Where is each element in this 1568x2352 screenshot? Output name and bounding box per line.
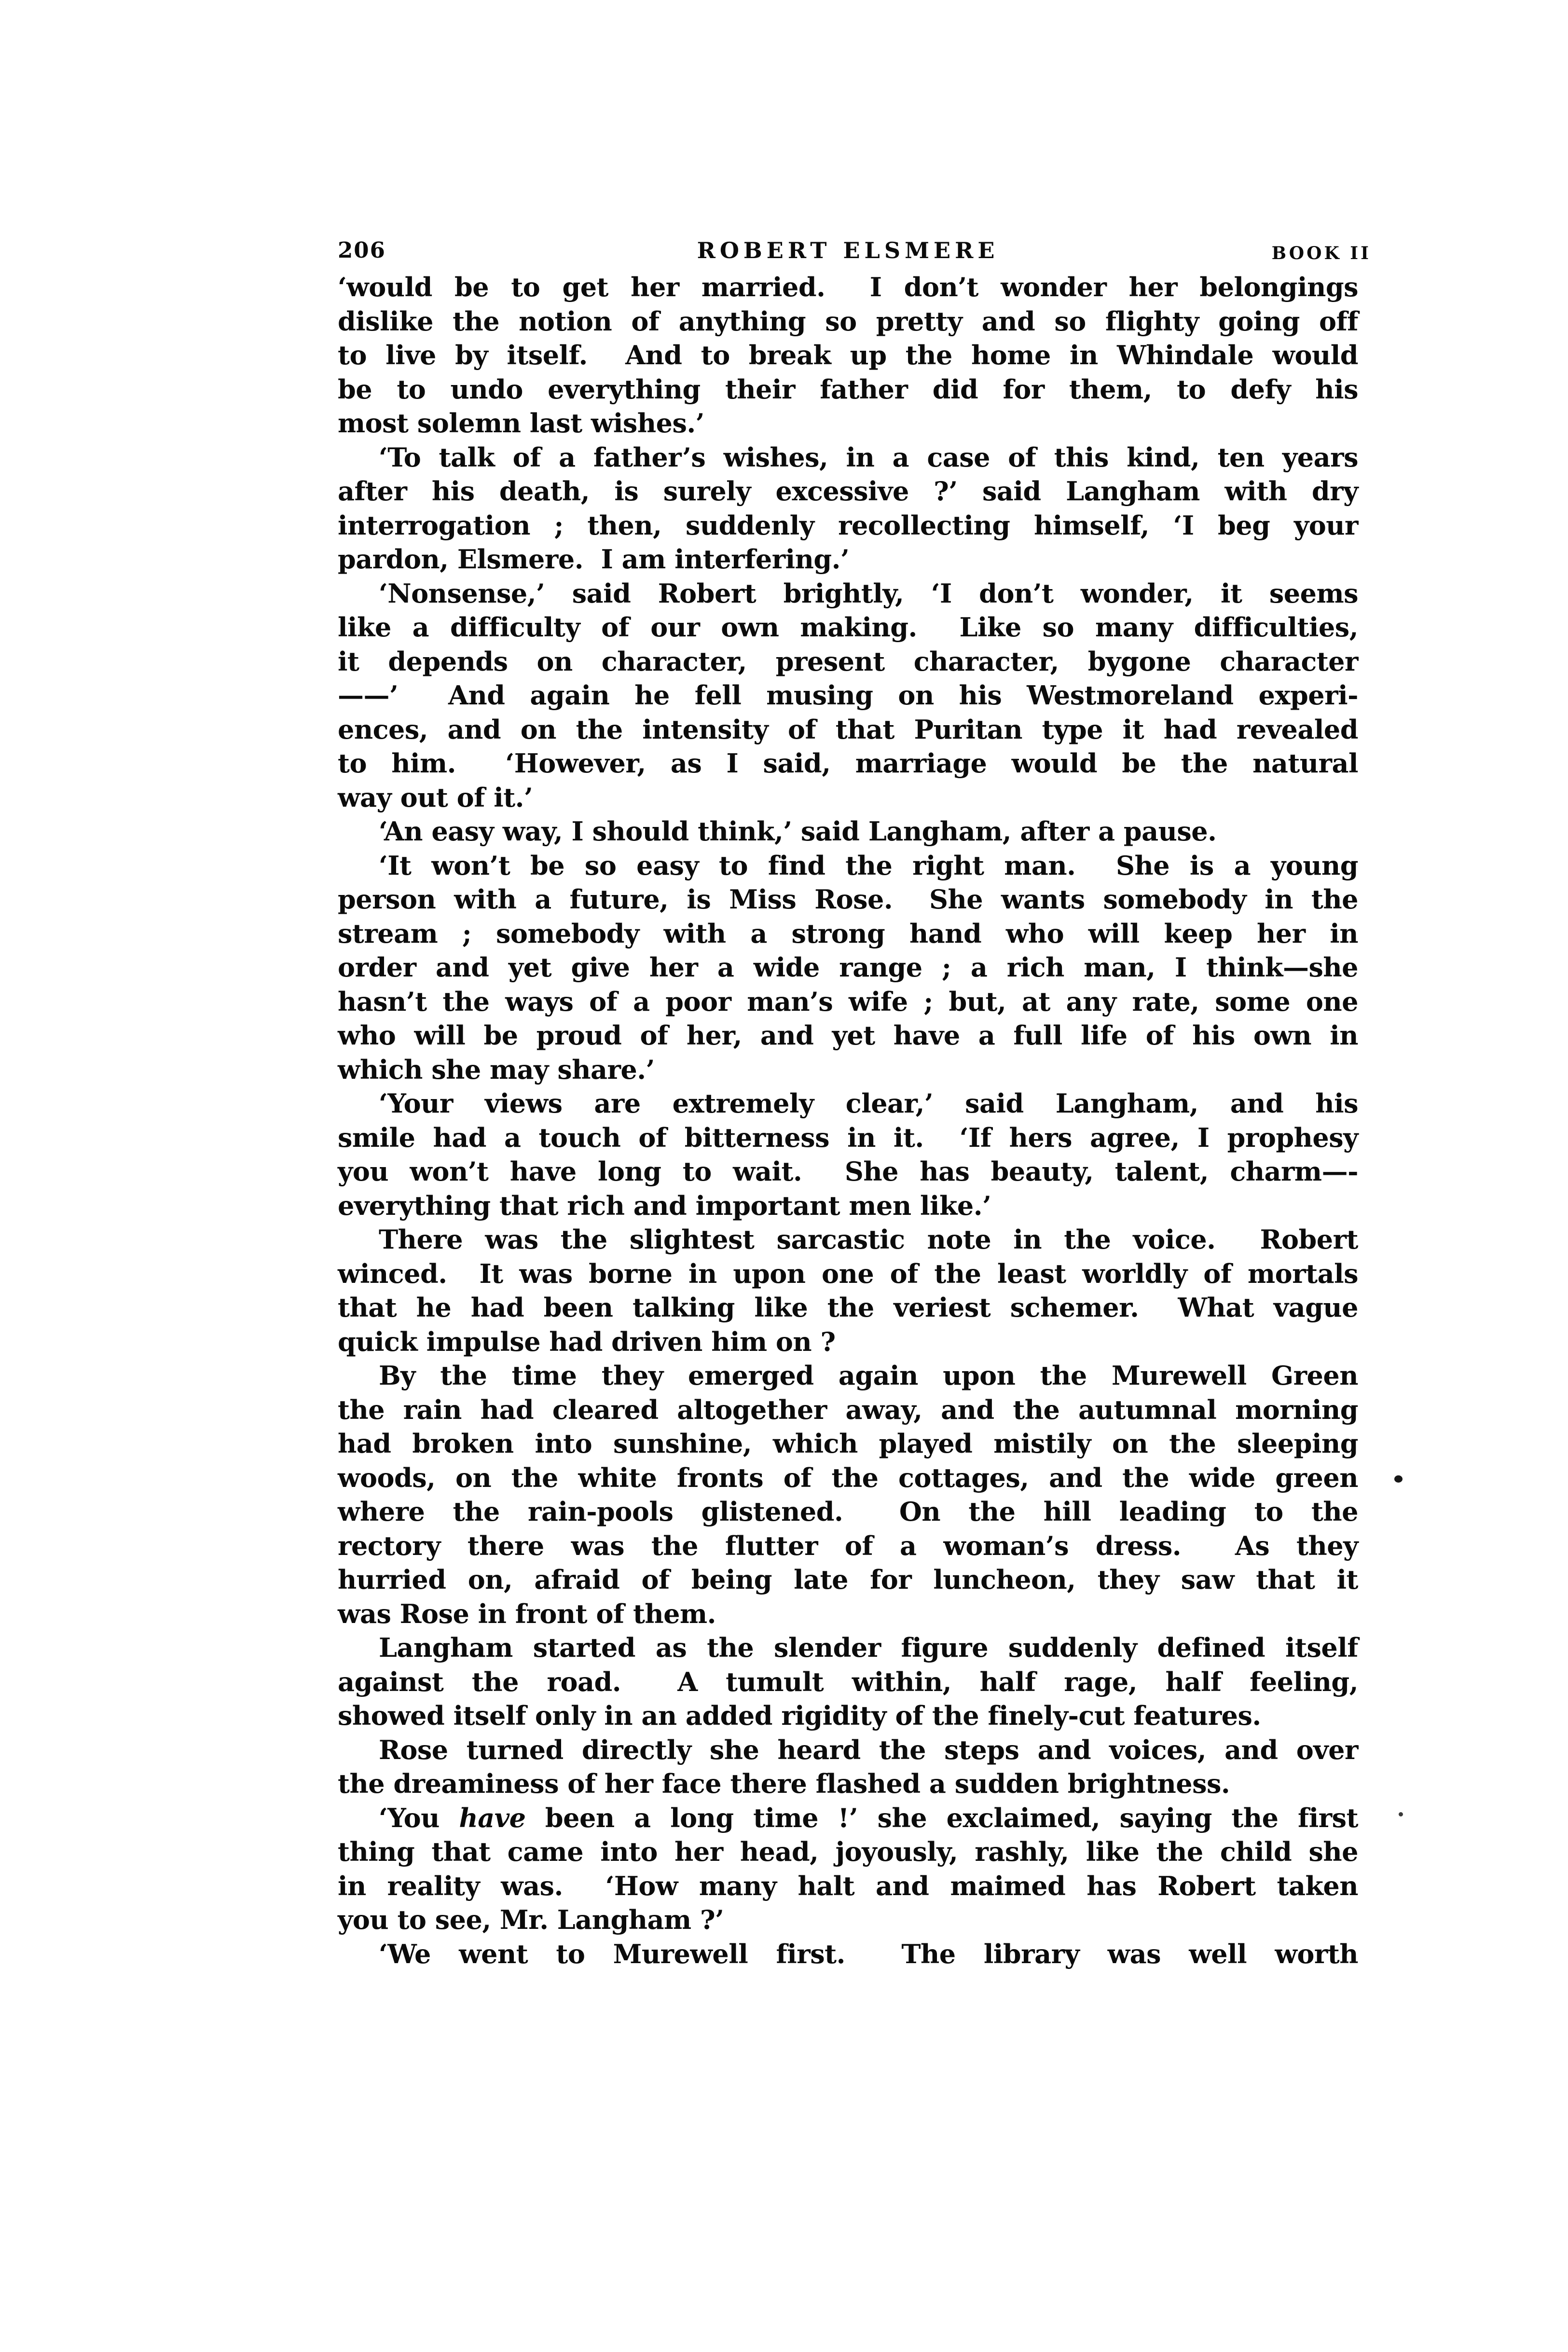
text-line: ‘An easy way, I should think,’ said Langham, after a pause.	[379, 816, 1217, 847]
text-line: ‘Your views are extremely clear,’ said Langham, and his	[379, 1088, 1358, 1119]
text-line: winced. It was borne in upon one of the least worldly of mortals	[338, 1258, 1358, 1289]
text-line: thing that came into her head, joyously, rashly, like the child she	[338, 1836, 1358, 1867]
text-line: Langham started as the slender figure suddenly defined itself	[379, 1632, 1358, 1663]
text-line: ences, and on the intensity of that Puritan type it had revealed	[338, 714, 1358, 745]
text-line: that he had been talking like the veriest schemer. What vague	[338, 1292, 1358, 1323]
text-line: in reality was. ‘How many halt and maimed has Robert taken	[338, 1870, 1358, 1901]
text-line: quick impulse had driven him on ?	[338, 1326, 836, 1357]
ink-speck	[1399, 1812, 1403, 1816]
text-line: showed itself only in an added rigidity of the finely-cut features.	[338, 1700, 1261, 1731]
text-line: Rose turned directly she heard the steps and voices, and over	[379, 1734, 1358, 1765]
text-line: you won’t have long to wait. She has beauty, talent, charm—-	[338, 1156, 1358, 1187]
book-label: BOOK II	[1271, 243, 1371, 263]
text-line: be to undo everything their father did for them, to defy his	[338, 373, 1358, 405]
text-line: pardon, Elsmere. I am interfering.’	[338, 544, 850, 575]
text-line: to him. ‘However, as I said, marriage would be the natural	[338, 748, 1358, 779]
text-line: who will be proud of her, and yet have a full life of his own in	[338, 1020, 1358, 1051]
text-line: ——’ And again he fell musing on his Westmoreland experi-	[338, 680, 1358, 711]
page-number: 206	[338, 237, 386, 263]
page-text-block	[338, 270, 1358, 1971]
text-line: to live by itself. And to break up the home in Whindale would	[338, 340, 1358, 371]
text-line: There was the slightest sarcastic note in the voice. Robert	[379, 1224, 1358, 1255]
text-line: everything that rich and important men like.’	[338, 1190, 991, 1221]
text-line: woods, on the white fronts of the cottages, and the wide green	[338, 1462, 1358, 1493]
text-line: was Rose in front of them.	[338, 1598, 716, 1629]
running-title: ROBERT ELSMERE	[697, 237, 999, 263]
text-line: interrogation ; then, suddenly recollecting himself, ‘I beg your	[338, 509, 1358, 541]
text-line: like a difficulty of our own making. Like so many difficulties,	[338, 612, 1358, 643]
text-line: you to see, Mr. Langham ?’	[338, 1904, 724, 1935]
text-line: after his death, is surely excessive ?’ said Langham with dry	[338, 476, 1358, 507]
text-line: ‘We went to Murewell first. The library was well worth	[379, 1938, 1358, 1969]
text-line: ‘It won’t be so easy to find the right man. She is a young	[379, 850, 1358, 881]
text-line: dislike the notion of anything so pretty and so flighty going off	[338, 305, 1358, 337]
text-line: rectory there was the flutter of a woman’s dress. As they	[338, 1530, 1358, 1561]
text-line: hurried on, afraid of being late for luncheon, they saw that it	[338, 1564, 1358, 1595]
text-line: ‘Nonsense,’ said Robert brightly, ‘I don’t wonder, it seems	[379, 578, 1358, 609]
text-line: ‘You have been a long time !’ she exclaimed, saying the first	[379, 1802, 1359, 1833]
text-line: which she may share.’	[338, 1054, 655, 1085]
text-line: had broken into sunshine, which played mistily on the sleeping	[338, 1428, 1358, 1459]
text-line: ‘would be to get her married. I don’t wonder her belongings	[338, 272, 1358, 303]
text-line: most solemn last wishes.’	[338, 408, 704, 439]
text-line: hasn’t the ways of a poor man’s wife ; but, at any rate, some one	[338, 986, 1358, 1017]
text-line: ‘To talk of a father’s wishes, in a case of this kind, ten years	[379, 441, 1358, 473]
text-line: order and yet give her a wide range ; a rich man, I think—she	[338, 952, 1358, 983]
text-line: stream ; somebody with a strong hand who will keep her in	[338, 918, 1358, 949]
text-line: person with a future, is Miss Rose. She wants somebody in the	[338, 884, 1358, 915]
text-line: where the rain-pools glistened. On the hill leading to the	[338, 1496, 1358, 1527]
text-line: By the time they emerged again upon the Murewell Green	[379, 1360, 1358, 1391]
text-line: against the road. A tumult within, half rage, half feeling,	[338, 1666, 1358, 1697]
text-line: it depends on character, present character, bygone character	[338, 646, 1358, 677]
text-line: the dreaminess of her face there flashed a sudden brightness.	[338, 1768, 1230, 1799]
text-line: the rain had cleared altogether away, and the autumnal morning	[338, 1394, 1358, 1425]
text-line: smile had a touch of bitterness in it. ‘If hers agree, I prophesy	[338, 1122, 1358, 1153]
ink-speck	[1394, 1475, 1403, 1483]
text-line: way out of it.’	[338, 782, 533, 813]
